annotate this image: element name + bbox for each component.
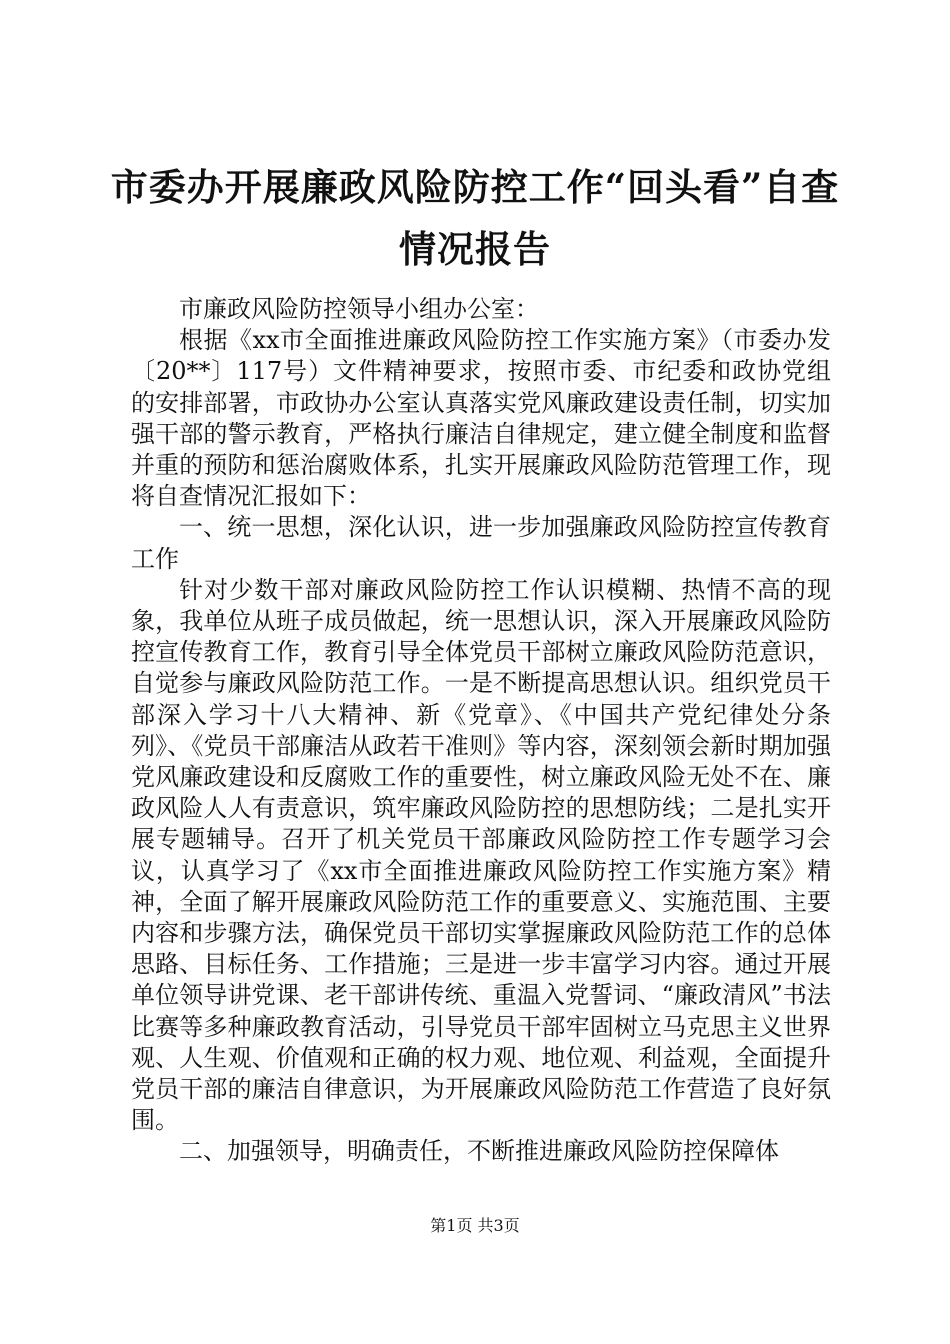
section-heading: 一、统一思想，深化认识，进一步加强廉政风险防控宣传教育工作 <box>131 513 831 573</box>
salutation: 市廉政风险防控领导小组办公室： <box>179 295 539 323</box>
document-title: 市委办开展廉政风险防控工作“回头看”自查情况报告 <box>110 165 840 271</box>
body-paragraph: 针对少数干部对廉政风险防控工作认识模糊、热情不高的现象，我单位从班子成员做起，统一思想认识，深入开展廉政风险防控宣传教育工作，教育引导全体党员干部树立廉政风险防范意识，自觉参与廉政风险防范工作。一是不断提高思想认识。组织党员干部深入学习十八大精神、新《党章》、《中国共产党纪律处分条列》、《党员干部廉洁从政若干准则》等内容，深刻领会新时期加强党风廉政建设和反腐败工作的重要性，树立廉政风险无处不在、廉政风险人人有责意识，筑牢廉政风险防控的思想防线；二是扎实开展专题辅导。召开了机关党员干部廉政风险防控工作专题学习会议，认真学习了《xx市全面推进廉政风险防控工作实施方案》精神，全面了解开展廉政风险防范工作的重要意义、实施范围、主要内容和步骤方法，确保党员干部切实掌握廉政风险防范工作的总体思路、目标任务、工作措施；三是进一步丰富学习内容。通过开展单位领导讲党课、老干部讲传统、重温入党誓词、“廉政清风”书法比赛等多种廉政教育活动，引导党员干部牢固树立马克思主义世界观、人生观、价值观和正确的权力观、地位观、利益观，全面提升党员干部的廉洁自律意识，为开展廉政风险防范工作营造了良好氛围。 <box>131 575 831 1135</box>
section-heading: 二、加强领导，明确责任，不断推进廉政风险防控保障体 <box>179 1137 779 1166</box>
page-footer: 第1页 共3页 <box>430 1216 520 1235</box>
body-paragraph: 根据《xx市全面推进廉政风险防控工作实施方案》（市委办发〔20**〕117号）文件精神要求，按照市委、市纪委和政协党组的安排部署，市政协办公室认真落实党风廉政建设责任制，切实加强干部的警示教育，严格执行廉洁自律规定，建立健全制度和监督并重的预防和惩治腐败体系，扎实开展廉政风险防范管理工作，现将自查情况汇报如下： <box>131 326 831 511</box>
document-body <box>131 294 831 1168</box>
